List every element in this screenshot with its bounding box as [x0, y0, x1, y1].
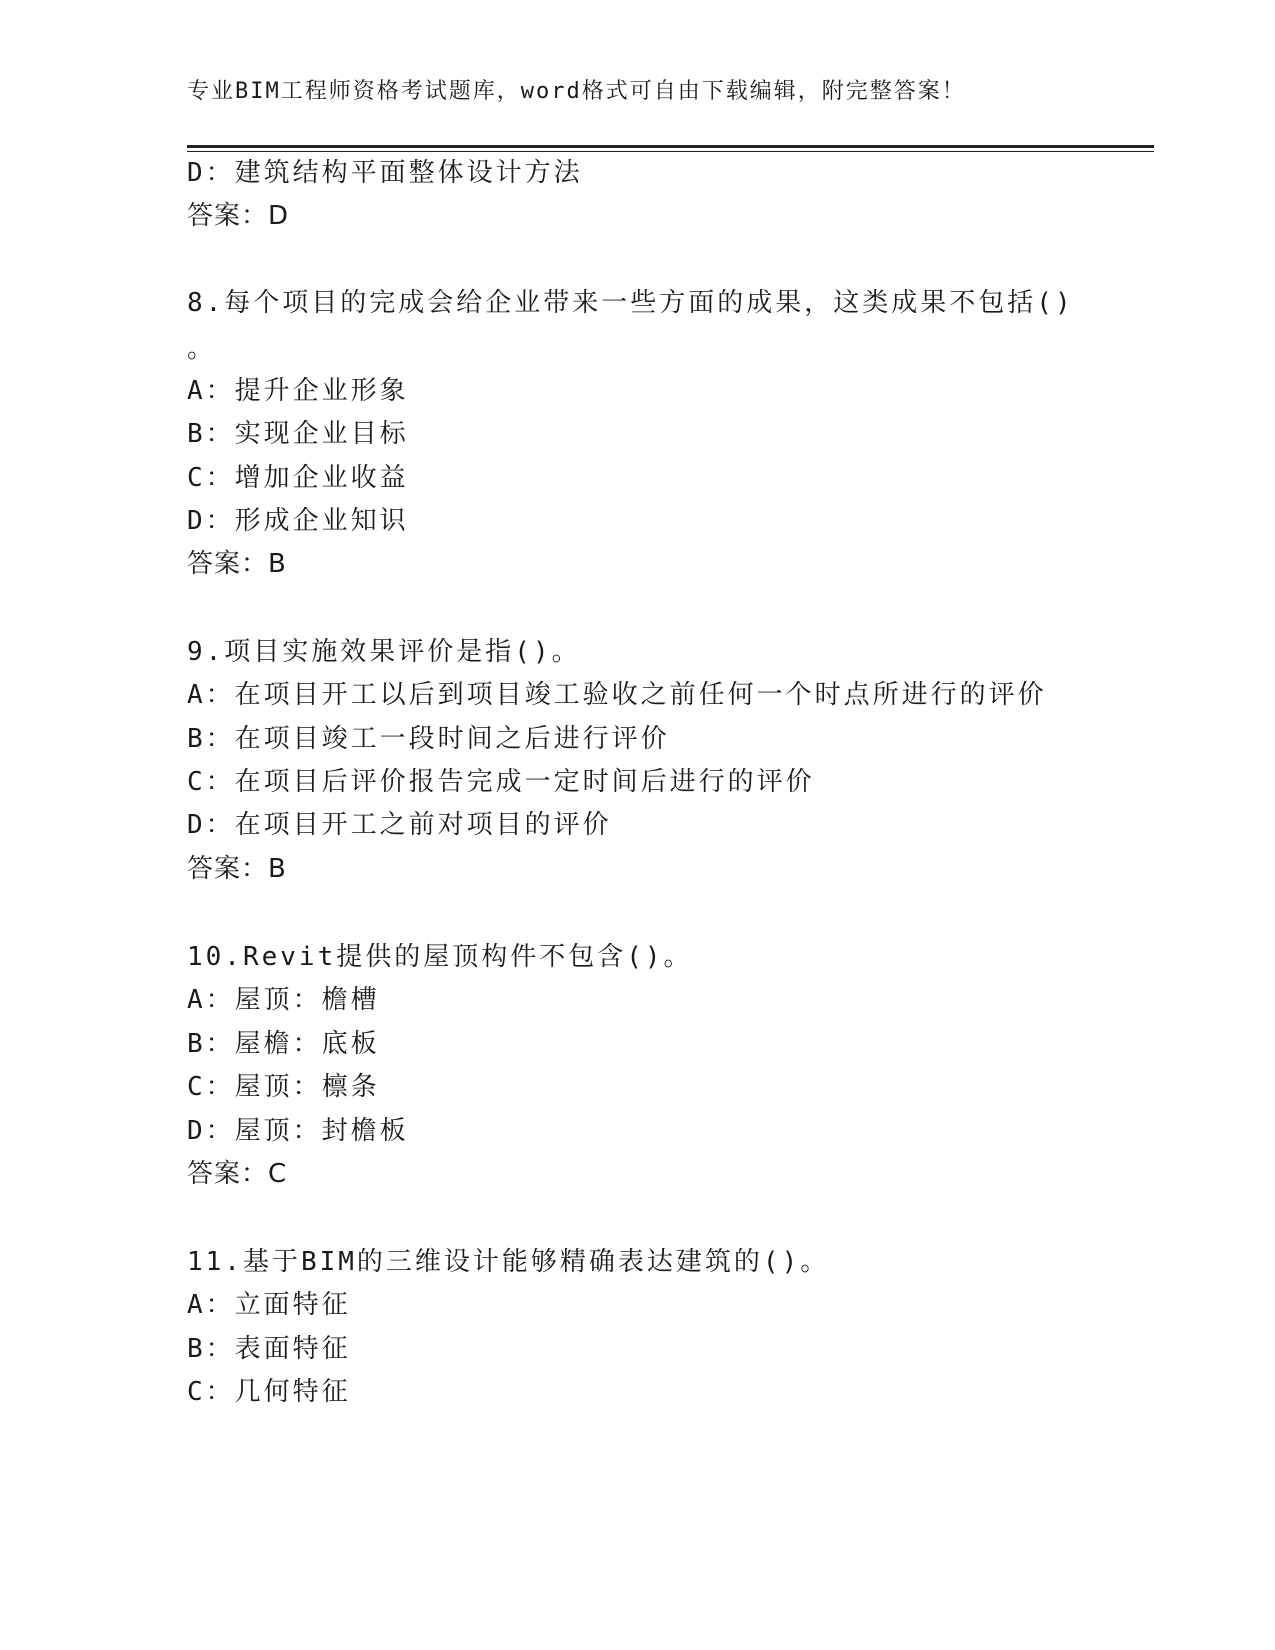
- answer-line: 答案：B: [187, 854, 287, 884]
- option-d: D：在项目开工之前对项目的评价: [187, 810, 612, 840]
- header-divider-thick: [187, 145, 1154, 148]
- option-b: B：在项目竣工一段时间之后进行评价: [187, 724, 670, 754]
- header-divider-thin: [187, 151, 1154, 152]
- question-stem: 11.基于BIM的三维设计能够精确表达建筑的()。: [187, 1247, 830, 1277]
- option-a: A：屋顶：檐槽: [187, 985, 380, 1015]
- document-header: 专业BIM工程师资格考试题库，word格式可自由下载编辑，附完整答案！: [187, 79, 966, 104]
- option-d: D：建筑结构平面整体设计方法: [187, 158, 583, 188]
- answer-line: 答案：D: [187, 201, 290, 231]
- option-d: D：屋顶：封檐板: [187, 1116, 409, 1146]
- answer-line: 答案：C: [187, 1159, 288, 1189]
- option-a: A：立面特征: [187, 1290, 351, 1320]
- question-stem: 10.Revit提供的屋顶构件不包含()。: [187, 942, 693, 972]
- option-c: C：增加企业收益: [187, 463, 409, 493]
- option-b: B：表面特征: [187, 1334, 351, 1364]
- option-c: C：屋顶：檩条: [187, 1072, 380, 1102]
- question-stem: 9.项目实施效果评价是指()。: [187, 637, 581, 667]
- option-a: A：提升企业形象: [187, 376, 409, 406]
- option-d: D：形成企业知识: [187, 506, 409, 536]
- answer-line: 答案：B: [187, 549, 287, 579]
- question-stem-continuation: 。: [187, 334, 217, 364]
- option-a: A：在项目开工以后到项目竣工验收之前任何一个时点所进行的评价: [187, 680, 1047, 710]
- option-b: B：实现企业目标: [187, 419, 409, 449]
- question-stem: 8.每个项目的完成会给企业带来一些方面的成果，这类成果不包括(): [187, 288, 1074, 318]
- option-c: C：几何特征: [187, 1377, 351, 1407]
- option-b: B：屋檐：底板: [187, 1029, 380, 1059]
- option-c: C：在项目后评价报告完成一定时间后进行的评价: [187, 767, 815, 797]
